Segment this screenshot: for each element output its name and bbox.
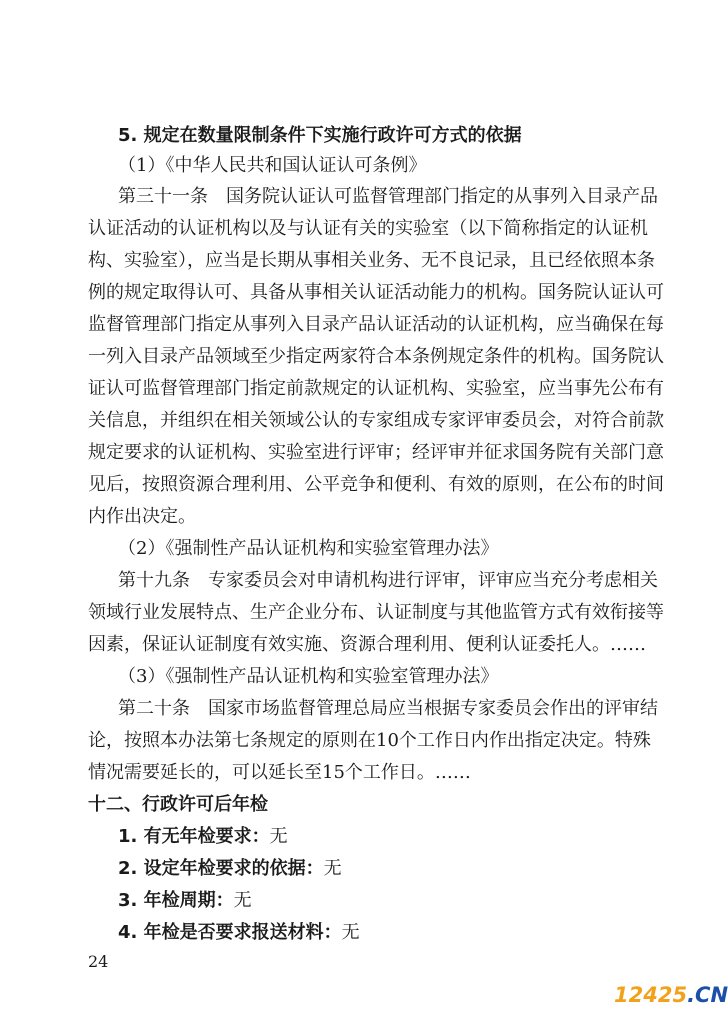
paragraph-line: 关信息，并组织在相关领域公认的专家组成专家评审委员会，对符合前款 [88,410,664,431]
page-number: 24 [88,952,109,971]
watermark-number: 12425 [614,983,688,1007]
item-value: 无 [341,922,360,943]
paragraph-line: 证认可监督管理部门指定前款规定的认证机构、实验室，应当事先公布有 [88,378,664,399]
item-2-title: （2）《强制性产品认证机构和实验室管理办法》 [118,538,499,559]
item-label: 4. 年检是否要求报送材料： [118,922,342,943]
section-5-heading: 5. 规定在数量限制条件下实施行政许可方式的依据 [118,125,522,146]
paragraph-line: 监督管理部门指定从事列入目录产品认证活动的认证机构，应当确保在每 [88,314,664,335]
paragraph-line: 情况需要延长的，可以延长至15个工作日。…… [88,762,471,783]
item-label: 1. 有无年检要求： [118,826,270,847]
paragraph-line: 内作出决定。 [88,506,196,527]
paragraph-line: 论，按照本办法第七条规定的原则在10个工作日内作出指定决定。特殊 [88,730,651,751]
paragraph-line: 一列入目录产品领域至少指定两家符合本条例规定条件的机构。国务院认 [88,346,664,367]
annual-check-item [118,922,678,944]
item-label: 3. 年检周期： [118,890,234,911]
annual-check-item [118,826,678,848]
paragraph-line: 第三十一条 国务院认证认可监督管理部门指定的从事列入目录产品 [118,186,658,207]
item-label: 2. 设定年检要求的依据： [118,858,324,879]
section-12-heading: 十二、行政许可后年检 [88,794,268,815]
paragraph-line: 例的规定取得认可、具备从事相关认证活动能力的机构。国务院认证认可 [88,282,664,303]
item-3-title: （3）《强制性产品认证机构和实验室管理办法》 [118,666,499,687]
watermark-domain: .CN [687,983,728,1007]
item-value: 无 [323,858,342,879]
annual-check-item [118,858,678,880]
item-value: 无 [269,826,288,847]
paragraph-line: 因素，保证认证制度有效实施、资源合理利用、便利认证委托人。…… [88,634,646,655]
paragraph-line: 见后，按照资源合理利用、公平竞争和便利、有效的原则，在公布的时间 [88,474,664,495]
annual-check-item [118,890,678,912]
paragraph-line: 认证活动的认证机构以及与认证有关的实验室（以下简称指定的认证机 [88,218,648,239]
site-watermark [614,983,728,1007]
item-1-title: （1）《中华人民共和国认证认可条例》 [118,155,427,176]
paragraph-line: 第二十条 国家市场监督管理总局应当根据专家委员会作出的评审结 [118,698,658,719]
paragraph-line: 构、实验室），应当是长期从事相关业务、无不良记录，且已经依照本条 [88,250,655,271]
paragraph-line: 第十九条 专家委员会对申请机构进行评审，评审应当充分考虑相关 [118,570,658,591]
paragraph-line: 规定要求的认证机构、实验室进行评审；经评审并征求国务院有关部门意 [88,442,664,463]
paragraph-line: 领域行业发展特点、生产企业分布、认证制度与其他监管方式有效衔接等 [88,602,664,623]
item-value: 无 [233,890,252,911]
